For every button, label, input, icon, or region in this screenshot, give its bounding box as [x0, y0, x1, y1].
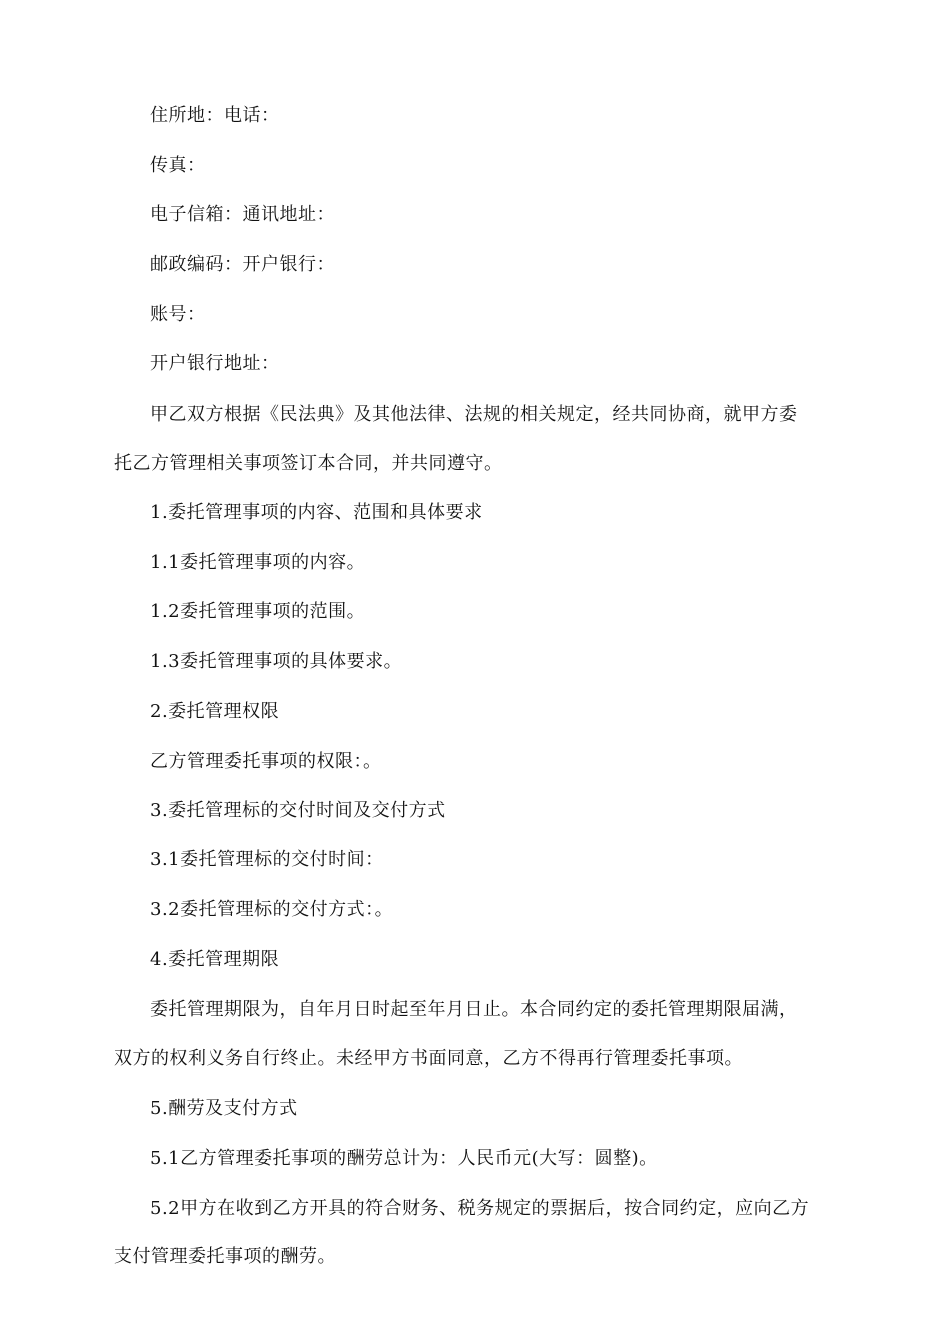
clause-1-2: 1.2委托管理事项的范围。 — [150, 601, 366, 622]
section-1-heading: 1.委托管理事项的内容、范围和具体要求 — [150, 502, 483, 523]
clause-4-line-1: 委托管理期限为，自年月日时起至年月日止。本合同约定的委托管理期限届满， — [150, 999, 798, 1020]
clause-2-text: 乙方管理委托事项的权限：。 — [150, 751, 382, 772]
section-2-heading: 2.委托管理权限 — [150, 701, 280, 722]
clause-4-line-2: 双方的权利义务自行终止。未经甲方书面同意，乙方不得再行管理委托事项。 — [114, 1048, 743, 1069]
field-bank-address: 开户银行地址： — [150, 353, 280, 374]
clause-5-2-line-1: 5.2甲方在收到乙方开具的符合财务、税务规定的票据后，按合同约定，应向乙方 — [150, 1198, 810, 1219]
clause-1-3: 1.3委托管理事项的具体要求。 — [150, 651, 403, 672]
preamble-line-1: 甲乙双方根据《民法典》及其他法律、法规的相关规定，经共同协商，就甲方委 — [150, 404, 798, 425]
clause-3-2: 3.2委托管理标的交付方式：。 — [150, 899, 394, 920]
field-account-number: 账号： — [150, 304, 206, 325]
clause-5-2-line-2: 支付管理委托事项的酬劳。 — [114, 1246, 336, 1267]
field-email-mailing-address: 电子信箱：通讯地址： — [150, 204, 335, 225]
preamble-line-2: 托乙方管理相关事项签订本合同，并共同遵守。 — [114, 453, 503, 474]
field-address-phone: 住所地：电话： — [150, 105, 280, 126]
section-4-heading: 4.委托管理期限 — [150, 949, 280, 970]
section-3-heading: 3.委托管理标的交付时间及交付方式 — [150, 800, 446, 821]
clause-1-1: 1.1委托管理事项的内容。 — [150, 552, 366, 573]
section-5-heading: 5.酬劳及支付方式 — [150, 1098, 298, 1119]
field-fax: 传真： — [150, 155, 206, 176]
clause-3-1: 3.1委托管理标的交付时间： — [150, 849, 384, 870]
clause-5-1: 5.1乙方管理委托事项的酬劳总计为：人民币元(大写：圆整)。 — [150, 1148, 658, 1169]
field-postcode-bank: 邮政编码：开户银行： — [150, 254, 335, 275]
